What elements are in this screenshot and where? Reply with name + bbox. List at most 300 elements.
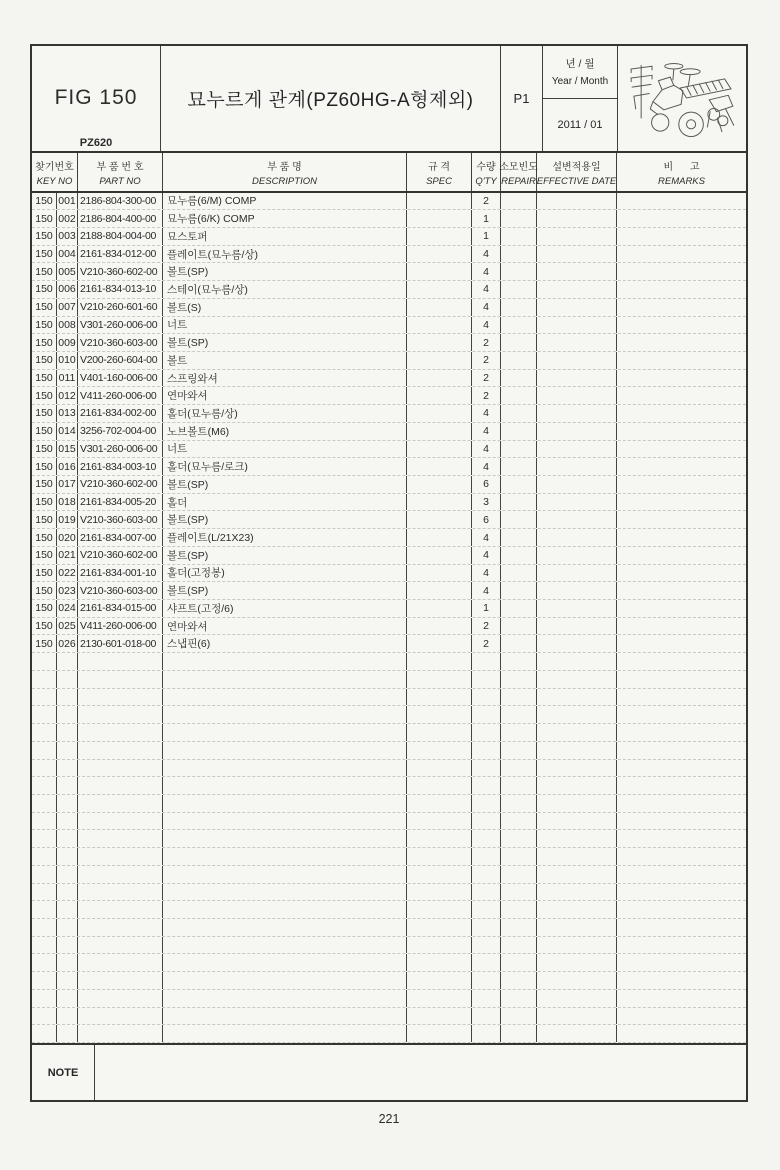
cell-key-no (57, 848, 78, 865)
cell-spec (407, 671, 472, 688)
cell-remarks (617, 246, 746, 263)
cell-repair (501, 600, 537, 617)
cell-qty (472, 990, 501, 1007)
cell-spec (407, 299, 472, 316)
cell-part-no (78, 919, 163, 936)
cell-description: 스냅핀(6) (163, 635, 407, 652)
table-row (32, 193, 746, 211)
cell-description (163, 671, 407, 688)
cell-fig-no: 150 (32, 582, 57, 599)
cell-fig-no: 150 (32, 529, 57, 546)
cell-fig-no (32, 760, 57, 777)
cell-remarks (617, 281, 746, 298)
cell-part-no (78, 1025, 163, 1042)
table-row (32, 618, 746, 636)
cell-effective-date (537, 529, 617, 546)
table-row-empty (32, 689, 746, 707)
cell-description (163, 1008, 407, 1025)
cell-part-no: 2186-804-400-00 (78, 210, 163, 227)
cell-remarks (617, 919, 746, 936)
cell-qty (472, 706, 501, 723)
cell-spec (407, 210, 472, 227)
table-row (32, 476, 746, 494)
cell-fig-no: 150 (32, 600, 57, 617)
cell-effective-date (537, 511, 617, 528)
cell-key-no (57, 777, 78, 794)
cell-fig-no: 150 (32, 565, 57, 582)
cell-effective-date (537, 263, 617, 280)
cell-description: 볼트(S) (163, 299, 407, 316)
cell-qty (472, 777, 501, 794)
cell-qty (472, 724, 501, 741)
table-row (32, 494, 746, 512)
column-remarks-en: REMARKS (658, 176, 705, 188)
table-column-header (32, 153, 746, 193)
cell-remarks (617, 706, 746, 723)
column-part-no-ko: 부 품 번 호 (96, 162, 144, 174)
cell-part-no: V301-260-006-00 (78, 441, 163, 458)
cell-effective-date (537, 972, 617, 989)
cell-qty: 4 (472, 246, 501, 263)
cell-key-no (57, 653, 78, 670)
cell-effective-date (537, 689, 617, 706)
cell-key-no (57, 724, 78, 741)
cell-key-no (57, 830, 78, 847)
column-description-en: DESCRIPTION (252, 176, 317, 188)
cell-remarks (617, 299, 746, 316)
cell-qty: 2 (472, 193, 501, 210)
cell-spec (407, 919, 472, 936)
cell-remarks (617, 210, 746, 227)
cell-qty: 4 (472, 263, 501, 280)
year-month-labels (543, 46, 617, 99)
cell-repair (501, 954, 537, 971)
cell-part-no: 2186-804-300-00 (78, 193, 163, 210)
cell-spec (407, 370, 472, 387)
column-remarks-ko: 비 고 (663, 162, 700, 174)
cell-qty: 2 (472, 352, 501, 369)
cell-description: 묘스토퍼 (163, 228, 407, 245)
cell-description (163, 724, 407, 741)
column-key-no-en: KEY NO (36, 176, 73, 188)
cell-description (163, 990, 407, 1007)
cell-key-no: 022 (57, 565, 78, 582)
cell-description: 스테이(묘누름/상) (163, 281, 407, 298)
cell-fig-no: 150 (32, 423, 57, 440)
cell-spec (407, 494, 472, 511)
cell-spec (407, 848, 472, 865)
cell-description: 너트 (163, 441, 407, 458)
table-row-empty (32, 671, 746, 689)
cell-remarks (617, 1008, 746, 1025)
cell-spec (407, 423, 472, 440)
cell-spec (407, 246, 472, 263)
cell-key-no (57, 972, 78, 989)
cell-repair (501, 1025, 537, 1042)
cell-repair (501, 281, 537, 298)
cell-fig-no (32, 813, 57, 830)
cell-spec (407, 228, 472, 245)
cell-key-no: 001 (57, 193, 78, 210)
cell-repair (501, 919, 537, 936)
cell-effective-date (537, 1008, 617, 1025)
machine-illustration-cell (618, 46, 746, 151)
cell-remarks (617, 352, 746, 369)
cell-fig-no (32, 848, 57, 865)
cell-effective-date (537, 848, 617, 865)
cell-fig-no (32, 901, 57, 918)
cell-key-no: 003 (57, 228, 78, 245)
table-row-empty (32, 901, 746, 919)
cell-key-no: 010 (57, 352, 78, 369)
column-key-no-ko: 찾기번호 (35, 162, 74, 174)
cell-remarks (617, 476, 746, 493)
cell-remarks (617, 795, 746, 812)
cell-remarks (617, 1025, 746, 1042)
cell-description: 홀더 (163, 494, 407, 511)
cell-remarks (617, 760, 746, 777)
cell-spec (407, 724, 472, 741)
cell-fig-no: 150 (32, 299, 57, 316)
cell-remarks (617, 423, 746, 440)
cell-spec (407, 990, 472, 1007)
table-row (32, 299, 746, 317)
cell-key-no: 019 (57, 511, 78, 528)
cell-remarks (617, 901, 746, 918)
cell-qty: 4 (472, 423, 501, 440)
cell-key-no: 015 (57, 441, 78, 458)
cell-description (163, 937, 407, 954)
cell-repair (501, 299, 537, 316)
cell-spec (407, 529, 472, 546)
cell-fig-no: 150 (32, 547, 57, 564)
cell-description: 홀더(묘누름/상) (163, 405, 407, 422)
figure-number-cell (32, 46, 161, 151)
cell-spec (407, 813, 472, 830)
cell-effective-date (537, 441, 617, 458)
cell-spec (407, 653, 472, 670)
cell-description (163, 901, 407, 918)
effective-date-value: 2011 / 01 (557, 118, 603, 131)
model-number: PZ620 (79, 136, 113, 149)
table-row (32, 511, 746, 529)
table-row (32, 370, 746, 388)
cell-remarks (617, 777, 746, 794)
cell-spec (407, 689, 472, 706)
cell-qty: 4 (472, 565, 501, 582)
cell-remarks (617, 954, 746, 971)
cell-spec (407, 547, 472, 564)
cell-effective-date (537, 937, 617, 954)
cell-effective-date (537, 795, 617, 812)
cell-description (163, 919, 407, 936)
cell-repair (501, 990, 537, 1007)
table-row-empty (32, 937, 746, 955)
cell-repair (501, 635, 537, 652)
cell-part-no: V210-360-602-00 (78, 263, 163, 280)
cell-fig-no (32, 653, 57, 670)
cell-part-no: V210-360-602-00 (78, 547, 163, 564)
cell-qty: 2 (472, 635, 501, 652)
cell-fig-no (32, 937, 57, 954)
cell-qty: 2 (472, 334, 501, 351)
cell-remarks (617, 830, 746, 847)
cell-fig-no (32, 972, 57, 989)
cell-description (163, 742, 407, 759)
table-row (32, 423, 746, 441)
cell-effective-date (537, 706, 617, 723)
column-repair-en: REPAIR (501, 176, 536, 188)
cell-remarks (617, 990, 746, 1007)
cell-part-no (78, 653, 163, 670)
column-part-no (78, 153, 163, 191)
cell-description (163, 866, 407, 883)
cell-description: 홀더(묘누름/로크) (163, 458, 407, 475)
cell-repair (501, 334, 537, 351)
cell-effective-date (537, 352, 617, 369)
cell-qty: 4 (472, 405, 501, 422)
cell-fig-no: 150 (32, 458, 57, 475)
cell-repair (501, 884, 537, 901)
cell-remarks (617, 671, 746, 688)
cell-description: 연마와셔 (163, 618, 407, 635)
cell-qty: 6 (472, 511, 501, 528)
cell-spec (407, 972, 472, 989)
cell-key-no: 005 (57, 263, 78, 280)
cell-fig-no (32, 706, 57, 723)
cell-part-no: V210-360-603-00 (78, 511, 163, 528)
column-qty-ko: 수량 (476, 162, 496, 174)
cell-fig-no: 150 (32, 494, 57, 511)
cell-spec (407, 742, 472, 759)
cell-spec (407, 954, 472, 971)
cell-key-no (57, 954, 78, 971)
cell-part-no: V210-360-602-00 (78, 476, 163, 493)
cell-fig-no (32, 742, 57, 759)
table-row-empty (32, 848, 746, 866)
cell-part-no (78, 848, 163, 865)
cell-spec (407, 511, 472, 528)
cell-spec (407, 193, 472, 210)
cell-description (163, 653, 407, 670)
cell-part-no: V210-360-603-00 (78, 582, 163, 599)
cell-key-no: 016 (57, 458, 78, 475)
cell-spec (407, 281, 472, 298)
cell-qty: 4 (472, 299, 501, 316)
cell-part-no (78, 884, 163, 901)
cell-repair (501, 458, 537, 475)
cell-fig-no (32, 777, 57, 794)
cell-qty (472, 795, 501, 812)
cell-fig-no: 150 (32, 352, 57, 369)
cell-spec (407, 405, 472, 422)
cell-part-no (78, 954, 163, 971)
cell-description (163, 830, 407, 847)
cell-part-no (78, 1008, 163, 1025)
cell-key-no (57, 866, 78, 883)
cell-remarks (617, 565, 746, 582)
cell-effective-date (537, 193, 617, 210)
cell-remarks (617, 511, 746, 528)
column-description (163, 153, 407, 191)
cell-part-no: 3256-702-004-00 (78, 423, 163, 440)
cell-qty: 1 (472, 210, 501, 227)
cell-description (163, 1025, 407, 1042)
cell-part-no (78, 777, 163, 794)
cell-remarks (617, 263, 746, 280)
sheet-header (32, 46, 746, 153)
cell-key-no (57, 813, 78, 830)
cell-spec (407, 706, 472, 723)
cell-effective-date (537, 866, 617, 883)
cell-repair (501, 972, 537, 989)
cell-fig-no: 150 (32, 635, 57, 652)
cell-key-no: 006 (57, 281, 78, 298)
cell-part-no: 2161-834-013-10 (78, 281, 163, 298)
cell-description (163, 813, 407, 830)
cell-part-no: 2161-834-012-00 (78, 246, 163, 263)
cell-remarks (617, 742, 746, 759)
cell-effective-date (537, 494, 617, 511)
column-effective-date-en: EFFECTIVE DATE (536, 176, 617, 188)
cell-effective-date (537, 990, 617, 1007)
page-number: 221 (378, 1112, 400, 1126)
cell-effective-date (537, 565, 617, 582)
cell-description: 볼트(SP) (163, 511, 407, 528)
table-row (32, 405, 746, 423)
cell-effective-date (537, 476, 617, 493)
cell-qty (472, 848, 501, 865)
table-row-empty (32, 1008, 746, 1026)
cell-description: 묘누름(6/K) COMP (163, 210, 407, 227)
cell-effective-date (537, 458, 617, 475)
note-section (32, 1043, 746, 1100)
table-row (32, 210, 746, 228)
table-row (32, 529, 746, 547)
cell-fig-no: 150 (32, 476, 57, 493)
cell-repair (501, 476, 537, 493)
cell-part-no: 2161-834-005-20 (78, 494, 163, 511)
year-month-label-en: Year / Month (551, 76, 609, 88)
cell-key-no: 021 (57, 547, 78, 564)
column-key-no (32, 153, 78, 191)
cell-repair (501, 689, 537, 706)
cell-key-no (57, 742, 78, 759)
cell-effective-date (537, 724, 617, 741)
cell-spec (407, 476, 472, 493)
cell-description: 볼트(SP) (163, 582, 407, 599)
cell-repair (501, 671, 537, 688)
cell-key-no: 012 (57, 387, 78, 404)
cell-fig-no: 150 (32, 511, 57, 528)
table-row-empty (32, 777, 746, 795)
cell-description: 노브볼트(M6) (163, 423, 407, 440)
table-row (32, 352, 746, 370)
cell-key-no (57, 795, 78, 812)
cell-spec (407, 618, 472, 635)
cell-qty (472, 1025, 501, 1042)
cell-effective-date (537, 830, 617, 847)
cell-remarks (617, 193, 746, 210)
cell-repair (501, 937, 537, 954)
cell-description: 볼트(SP) (163, 476, 407, 493)
cell-effective-date (537, 1025, 617, 1042)
cell-key-no (57, 884, 78, 901)
cell-spec (407, 352, 472, 369)
cell-qty: 4 (472, 441, 501, 458)
cell-spec (407, 317, 472, 334)
cell-remarks (617, 848, 746, 865)
cell-spec (407, 334, 472, 351)
cell-remarks (617, 653, 746, 670)
cell-effective-date (537, 547, 617, 564)
cell-repair (501, 901, 537, 918)
cell-effective-date (537, 334, 617, 351)
cell-effective-date (537, 281, 617, 298)
cell-spec (407, 866, 472, 883)
cell-qty (472, 1008, 501, 1025)
cell-key-no: 024 (57, 600, 78, 617)
cell-description (163, 954, 407, 971)
cell-repair (501, 742, 537, 759)
cell-qty (472, 760, 501, 777)
cell-repair (501, 582, 537, 599)
column-repair (501, 153, 537, 191)
cell-repair (501, 370, 537, 387)
cell-key-no: 020 (57, 529, 78, 546)
cell-qty: 4 (472, 547, 501, 564)
cell-key-no: 002 (57, 210, 78, 227)
cell-repair (501, 565, 537, 582)
table-row (32, 565, 746, 583)
cell-effective-date (537, 299, 617, 316)
cell-fig-no (32, 919, 57, 936)
cell-part-no: 2161-834-001-10 (78, 565, 163, 582)
table-row (32, 547, 746, 565)
cell-description: 홀더(고정봉) (163, 565, 407, 582)
cell-part-no: V411-260-006-00 (78, 387, 163, 404)
column-spec-en: SPEC (426, 176, 452, 188)
cell-fig-no: 150 (32, 317, 57, 334)
note-content-empty (95, 1045, 746, 1100)
table-row (32, 263, 746, 281)
cell-repair (501, 228, 537, 245)
table-row (32, 582, 746, 600)
cell-key-no (57, 919, 78, 936)
cell-effective-date (537, 901, 617, 918)
cell-qty: 1 (472, 600, 501, 617)
cell-effective-date (537, 600, 617, 617)
cell-part-no (78, 813, 163, 830)
cell-repair (501, 777, 537, 794)
cell-remarks (617, 866, 746, 883)
cell-description: 스프링와셔 (163, 370, 407, 387)
cell-effective-date (537, 246, 617, 263)
cell-description (163, 706, 407, 723)
cell-repair (501, 547, 537, 564)
cell-spec (407, 901, 472, 918)
cell-effective-date (537, 210, 617, 227)
cell-repair (501, 210, 537, 227)
cell-effective-date (537, 228, 617, 245)
cell-effective-date (537, 387, 617, 404)
table-row-empty (32, 760, 746, 778)
cell-part-no (78, 724, 163, 741)
cell-repair (501, 494, 537, 511)
table-row-empty (32, 884, 746, 902)
cell-effective-date (537, 813, 617, 830)
cell-description (163, 972, 407, 989)
